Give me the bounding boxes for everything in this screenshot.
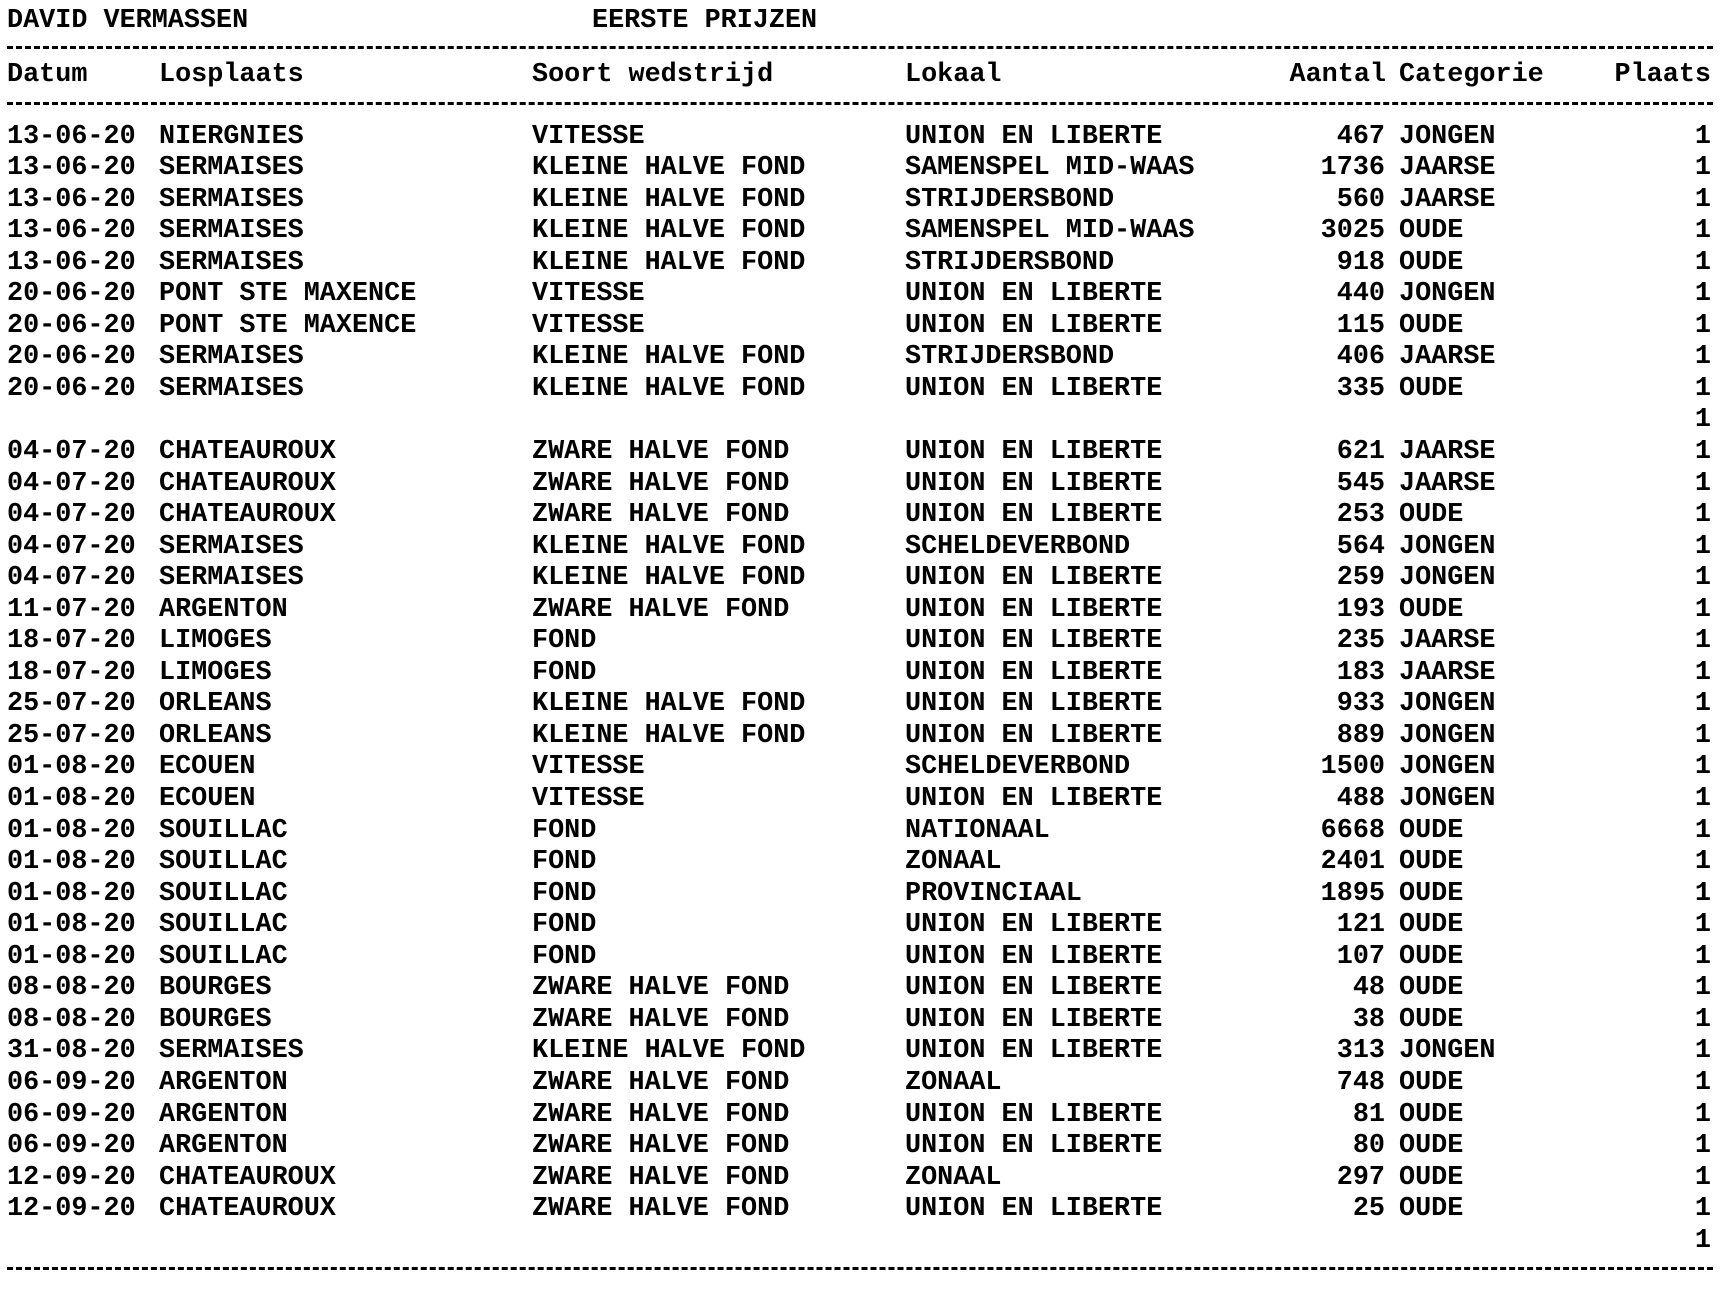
cell-aantal: 1500: [1320, 752, 1385, 783]
table-row: [7, 784, 1713, 816]
cell-lokaal: SAMENSPEL MID-WAAS: [905, 153, 1195, 184]
cell-categorie: OUDE: [1399, 973, 1464, 1004]
cell-plaats: 1: [1694, 941, 1711, 972]
cell-soort: KLEINE HALVE FOND: [532, 689, 806, 720]
cell-soort: FOND: [532, 847, 597, 878]
cell-aantal: 2401: [1320, 847, 1385, 878]
header-lokaal: Lokaal: [905, 60, 1002, 90]
table-row: [7, 1068, 1713, 1100]
cell-lokaal: UNION EN LIBERTE: [905, 468, 1163, 499]
cell-lokaal: ZONAAL: [905, 847, 1002, 878]
cell-categorie: JAARSE: [1399, 153, 1496, 184]
cell-soort: VITESSE: [532, 752, 645, 783]
cell-plaats: 1: [1694, 594, 1711, 625]
cell-lokaal: UNION EN LIBERTE: [905, 1194, 1163, 1225]
cell-lokaal: UNION EN LIBERTE: [905, 121, 1163, 152]
cell-categorie: OUDE: [1399, 500, 1464, 531]
cell-soort: ZWARE HALVE FOND: [532, 594, 790, 625]
cell-plaats: 1: [1694, 1162, 1711, 1193]
cell-datum: 20-06-20: [7, 373, 136, 404]
cell-lokaal: ZONAAL: [905, 1162, 1002, 1193]
cell-plaats: 1: [1694, 720, 1711, 751]
cell-soort: KLEINE HALVE FOND: [532, 216, 806, 247]
cell-losplaats: SERMAISES: [159, 184, 304, 215]
cell-aantal: 235: [1336, 626, 1385, 657]
cell-datum: 18-07-20: [7, 657, 136, 688]
table-row: [7, 216, 1713, 248]
table-row: [7, 1005, 1713, 1037]
cell-categorie: JAARSE: [1399, 468, 1496, 499]
header-categorie: Categorie: [1399, 60, 1544, 90]
table-row: [7, 879, 1713, 911]
cell-losplaats: SERMAISES: [159, 342, 304, 373]
cell-plaats: 1: [1694, 1067, 1711, 1098]
cell-datum: 25-07-20: [7, 689, 136, 720]
cell-lokaal: SAMENSPEL MID-WAAS: [905, 216, 1195, 247]
cell-losplaats: SOUILLAC: [159, 815, 288, 846]
cell-losplaats: ECOUEN: [159, 752, 256, 783]
table-row: [7, 816, 1713, 848]
cell-losplaats: ARGENTON: [159, 594, 288, 625]
cell-datum: 06-09-20: [7, 1067, 136, 1098]
cell-lokaal: UNION EN LIBERTE: [905, 941, 1163, 972]
table-row: [7, 626, 1713, 658]
cell-losplaats: ARGENTON: [159, 1099, 288, 1130]
cell-soort: ZWARE HALVE FOND: [532, 468, 790, 499]
cell-plaats: 1: [1694, 247, 1711, 278]
table-row: [7, 374, 1713, 406]
cell-categorie: OUDE: [1399, 1131, 1464, 1162]
cell-losplaats: ARGENTON: [159, 1067, 288, 1098]
cell-categorie: JONGEN: [1399, 1036, 1496, 1067]
cell-categorie: OUDE: [1399, 373, 1464, 404]
cell-aantal: 6668: [1320, 815, 1385, 846]
cell-losplaats: BOURGES: [159, 973, 272, 1004]
cell-datum: 12-09-20: [7, 1194, 136, 1225]
cell-categorie: JONGEN: [1399, 784, 1496, 815]
cell-plaats: 1: [1694, 626, 1711, 657]
cell-categorie: OUDE: [1399, 216, 1464, 247]
cell-aantal: 259: [1336, 563, 1385, 594]
cell-datum: 13-06-20: [7, 247, 136, 278]
cell-datum: 13-06-20: [7, 184, 136, 215]
cell-aantal: 48: [1352, 973, 1385, 1004]
results-table: [7, 122, 1713, 1258]
cell-soort: KLEINE HALVE FOND: [532, 563, 806, 594]
cell-plaats: 1: [1694, 657, 1711, 688]
table-row: [7, 658, 1713, 690]
cell-categorie: OUDE: [1399, 247, 1464, 278]
cell-lokaal: SCHELDEVERBOND: [905, 531, 1131, 562]
cell-categorie: OUDE: [1399, 1194, 1464, 1225]
cell-datum: 13-06-20: [7, 153, 136, 184]
cell-categorie: JAARSE: [1399, 626, 1496, 657]
cell-aantal: 107: [1336, 941, 1385, 972]
header-datum: Datum: [7, 60, 88, 90]
table-row: [7, 910, 1713, 942]
cell-plaats: 1: [1694, 1004, 1711, 1035]
cell-losplaats: SOUILLAC: [159, 878, 288, 909]
table-row: [7, 1131, 1713, 1163]
cell-soort: KLEINE HALVE FOND: [532, 184, 806, 215]
header-soort: Soort wedstrijd: [532, 60, 774, 90]
cell-lokaal: UNION EN LIBERTE: [905, 626, 1163, 657]
cell-losplaats: PONT STE MAXENCE: [159, 310, 417, 341]
cell-categorie: JONGEN: [1399, 563, 1496, 594]
cell-plaats: 1: [1694, 973, 1711, 1004]
cell-aantal: 335: [1336, 373, 1385, 404]
cell-categorie: JAARSE: [1399, 184, 1496, 215]
cell-aantal: 183: [1336, 657, 1385, 688]
cell-plaats: 1: [1694, 342, 1711, 373]
table-row: [7, 1100, 1713, 1132]
cell-aantal: 1895: [1320, 878, 1385, 909]
cell-plaats: 1: [1694, 279, 1711, 310]
cell-lokaal: PROVINCIAAL: [905, 878, 1082, 909]
cell-soort: FOND: [532, 815, 597, 846]
cell-plaats: 1: [1694, 784, 1711, 815]
cell-soort: KLEINE HALVE FOND: [532, 373, 806, 404]
cell-aantal: 545: [1336, 468, 1385, 499]
cell-losplaats: SERMAISES: [159, 247, 304, 278]
cell-soort: ZWARE HALVE FOND: [532, 1131, 790, 1162]
cell-losplaats: SERMAISES: [159, 373, 304, 404]
cell-aantal: 80: [1352, 1131, 1385, 1162]
cell-lokaal: UNION EN LIBERTE: [905, 784, 1163, 815]
table-row: [7, 500, 1713, 532]
cell-losplaats: CHATEAUROUX: [159, 468, 336, 499]
table-row: [7, 847, 1713, 879]
cell-categorie: OUDE: [1399, 878, 1464, 909]
cell-datum: 01-08-20: [7, 752, 136, 783]
cell-losplaats: NIERGNIES: [159, 121, 304, 152]
cell-datum: 01-08-20: [7, 847, 136, 878]
table-row: [7, 1036, 1713, 1068]
cell-soort: KLEINE HALVE FOND: [532, 247, 806, 278]
cell-soort: ZWARE HALVE FOND: [532, 973, 790, 1004]
cell-categorie: JAARSE: [1399, 657, 1496, 688]
cell-losplaats: ORLEANS: [159, 720, 272, 751]
cell-plaats: 1: [1694, 815, 1711, 846]
cell-aantal: 621: [1336, 437, 1385, 468]
cell-soort: KLEINE HALVE FOND: [532, 342, 806, 373]
cell-categorie: JAARSE: [1399, 342, 1496, 373]
cell-aantal: 81: [1352, 1099, 1385, 1130]
cell-datum: 31-08-20: [7, 1036, 136, 1067]
cell-lokaal: UNION EN LIBERTE: [905, 1036, 1163, 1067]
cell-datum: 12-09-20: [7, 1162, 136, 1193]
cell-plaats: 1: [1694, 1099, 1711, 1130]
cell-soort: VITESSE: [532, 279, 645, 310]
cell-lokaal: UNION EN LIBERTE: [905, 1004, 1163, 1035]
cell-soort: VITESSE: [532, 121, 645, 152]
table-row: [7, 153, 1713, 185]
cell-categorie: JONGEN: [1399, 720, 1496, 751]
cell-plaats: 1: [1694, 1225, 1711, 1256]
cell-categorie: OUDE: [1399, 815, 1464, 846]
cell-losplaats: ECOUEN: [159, 784, 256, 815]
cell-datum: 01-08-20: [7, 784, 136, 815]
cell-losplaats: SERMAISES: [159, 563, 304, 594]
cell-losplaats: CHATEAUROUX: [159, 1162, 336, 1193]
cell-lokaal: SCHELDEVERBOND: [905, 752, 1131, 783]
report-header: [7, 6, 1713, 36]
cell-plaats: 1: [1694, 910, 1711, 941]
table-row: [7, 752, 1713, 784]
table-row: [7, 342, 1713, 374]
cell-categorie: OUDE: [1399, 847, 1464, 878]
cell-losplaats: CHATEAUROUX: [159, 500, 336, 531]
cell-plaats: 1: [1694, 373, 1711, 404]
cell-datum: 04-07-20: [7, 500, 136, 531]
cell-plaats: 1: [1694, 216, 1711, 247]
cell-lokaal: UNION EN LIBERTE: [905, 720, 1163, 751]
cell-lokaal: UNION EN LIBERTE: [905, 689, 1163, 720]
cell-losplaats: BOURGES: [159, 1004, 272, 1035]
cell-plaats: 1: [1694, 437, 1711, 468]
cell-lokaal: UNION EN LIBERTE: [905, 910, 1163, 941]
cell-lokaal: UNION EN LIBERTE: [905, 310, 1163, 341]
cell-lokaal: UNION EN LIBERTE: [905, 500, 1163, 531]
cell-losplaats: SOUILLAC: [159, 847, 288, 878]
header-divider: [7, 92, 1713, 116]
cell-categorie: OUDE: [1399, 1099, 1464, 1130]
cell-categorie: JONGEN: [1399, 689, 1496, 720]
cell-plaats: 1: [1694, 1036, 1711, 1067]
cell-lokaal: UNION EN LIBERTE: [905, 594, 1163, 625]
table-row: [7, 122, 1713, 154]
cell-datum: 01-08-20: [7, 878, 136, 909]
cell-soort: ZWARE HALVE FOND: [532, 437, 790, 468]
table-row: [7, 437, 1713, 469]
cell-categorie: JONGEN: [1399, 279, 1496, 310]
cell-losplaats: LIMOGES: [159, 626, 272, 657]
cell-plaats: 1: [1694, 878, 1711, 909]
cell-soort: VITESSE: [532, 784, 645, 815]
cell-soort: ZWARE HALVE FOND: [532, 1004, 790, 1035]
cell-datum: 13-06-20: [7, 121, 136, 152]
cell-datum: 04-07-20: [7, 437, 136, 468]
cell-lokaal: UNION EN LIBERTE: [905, 1131, 1163, 1162]
table-row: [7, 1226, 1713, 1258]
column-header-row: [7, 60, 1713, 92]
cell-datum: 25-07-20: [7, 720, 136, 751]
cell-aantal: 440: [1336, 279, 1385, 310]
cell-categorie: OUDE: [1399, 1067, 1464, 1098]
cell-soort: ZWARE HALVE FOND: [532, 1099, 790, 1130]
cell-soort: FOND: [532, 626, 597, 657]
table-row: [7, 469, 1713, 501]
cell-lokaal: ZONAAL: [905, 1067, 1002, 1098]
table-row: [7, 563, 1713, 595]
cell-plaats: 1: [1694, 468, 1711, 499]
cell-lokaal: UNION EN LIBERTE: [905, 279, 1163, 310]
table-row: [7, 248, 1713, 280]
cell-aantal: 467: [1336, 121, 1385, 152]
cell-plaats: 1: [1694, 563, 1711, 594]
cell-aantal: 193: [1336, 594, 1385, 625]
cell-soort: KLEINE HALVE FOND: [532, 1036, 806, 1067]
cell-datum: 04-07-20: [7, 531, 136, 562]
cell-aantal: 297: [1336, 1162, 1385, 1193]
fancier-name: DAVID VERMASSEN: [7, 6, 249, 36]
cell-losplaats: ORLEANS: [159, 689, 272, 720]
cell-soort: KLEINE HALVE FOND: [532, 720, 806, 751]
cell-lokaal: STRIJDERSBOND: [905, 247, 1115, 278]
cell-datum: 20-06-20: [7, 342, 136, 373]
report-page: [7, 6, 1713, 1281]
cell-datum: 11-07-20: [7, 594, 136, 625]
cell-aantal: 115: [1336, 310, 1385, 341]
cell-datum: 08-08-20: [7, 973, 136, 1004]
cell-soort: ZWARE HALVE FOND: [532, 1162, 790, 1193]
cell-plaats: 1: [1694, 405, 1711, 436]
table-row: [7, 942, 1713, 974]
cell-losplaats: SERMAISES: [159, 153, 304, 184]
cell-categorie: OUDE: [1399, 1004, 1464, 1035]
cell-aantal: 38: [1352, 1004, 1385, 1035]
header-plaats: Plaats: [1614, 60, 1711, 90]
report-title: EERSTE PRIJZEN: [592, 6, 818, 36]
cell-aantal: 933: [1336, 689, 1385, 720]
cell-categorie: JONGEN: [1399, 752, 1496, 783]
cell-plaats: 1: [1694, 1131, 1711, 1162]
cell-plaats: 1: [1694, 689, 1711, 720]
cell-lokaal: STRIJDERSBOND: [905, 184, 1115, 215]
cell-losplaats: CHATEAUROUX: [159, 437, 336, 468]
cell-plaats: 1: [1694, 500, 1711, 531]
table-row: [7, 405, 1713, 437]
cell-categorie: OUDE: [1399, 310, 1464, 341]
cell-soort: FOND: [532, 878, 597, 909]
cell-soort: ZWARE HALVE FOND: [532, 1194, 790, 1225]
table-row: [7, 1163, 1713, 1195]
cell-plaats: 1: [1694, 531, 1711, 562]
table-row: [7, 595, 1713, 627]
cell-soort: ZWARE HALVE FOND: [532, 1067, 790, 1098]
cell-plaats: 1: [1694, 121, 1711, 152]
cell-lokaal: UNION EN LIBERTE: [905, 563, 1163, 594]
cell-datum: 08-08-20: [7, 1004, 136, 1035]
cell-categorie: JONGEN: [1399, 121, 1496, 152]
table-row: [7, 185, 1713, 217]
cell-categorie: OUDE: [1399, 941, 1464, 972]
cell-datum: 01-08-20: [7, 815, 136, 846]
cell-aantal: 253: [1336, 500, 1385, 531]
cell-datum: 04-07-20: [7, 563, 136, 594]
cell-lokaal: STRIJDERSBOND: [905, 342, 1115, 373]
cell-aantal: 1736: [1320, 153, 1385, 184]
cell-datum: 06-09-20: [7, 1131, 136, 1162]
cell-lokaal: NATIONAAL: [905, 815, 1050, 846]
cell-categorie: JAARSE: [1399, 437, 1496, 468]
cell-lokaal: UNION EN LIBERTE: [905, 657, 1163, 688]
cell-losplaats: SERMAISES: [159, 1036, 304, 1067]
cell-plaats: 1: [1694, 184, 1711, 215]
cell-datum: 06-09-20: [7, 1099, 136, 1130]
cell-soort: FOND: [532, 657, 597, 688]
table-row: [7, 532, 1713, 564]
cell-lokaal: UNION EN LIBERTE: [905, 373, 1163, 404]
cell-datum: 20-06-20: [7, 279, 136, 310]
cell-categorie: OUDE: [1399, 594, 1464, 625]
cell-losplaats: LIMOGES: [159, 657, 272, 688]
table-row: [7, 311, 1713, 343]
cell-plaats: 1: [1694, 1194, 1711, 1225]
cell-plaats: 1: [1694, 847, 1711, 878]
cell-datum: 18-07-20: [7, 626, 136, 657]
cell-losplaats: CHATEAUROUX: [159, 1194, 336, 1225]
cell-soort: FOND: [532, 910, 597, 941]
cell-plaats: 1: [1694, 153, 1711, 184]
cell-aantal: 564: [1336, 531, 1385, 562]
table-row: [7, 721, 1713, 753]
cell-aantal: 889: [1336, 720, 1385, 751]
table-row: [7, 689, 1713, 721]
cell-aantal: 3025: [1320, 216, 1385, 247]
cell-datum: 13-06-20: [7, 216, 136, 247]
cell-losplaats: PONT STE MAXENCE: [159, 279, 417, 310]
cell-aantal: 560: [1336, 184, 1385, 215]
cell-plaats: 1: [1694, 310, 1711, 341]
cell-losplaats: ARGENTON: [159, 1131, 288, 1162]
cell-lokaal: UNION EN LIBERTE: [905, 1099, 1163, 1130]
cell-losplaats: SERMAISES: [159, 531, 304, 562]
cell-aantal: 918: [1336, 247, 1385, 278]
cell-aantal: 121: [1336, 910, 1385, 941]
cell-losplaats: SOUILLAC: [159, 910, 288, 941]
cell-plaats: 1: [1694, 752, 1711, 783]
bottom-divider: [7, 1257, 1713, 1281]
cell-aantal: 748: [1336, 1067, 1385, 1098]
header-aantal: Aantal: [1289, 60, 1386, 90]
cell-datum: 04-07-20: [7, 468, 136, 499]
cell-aantal: 406: [1336, 342, 1385, 373]
cell-soort: ZWARE HALVE FOND: [532, 500, 790, 531]
cell-datum: 01-08-20: [7, 941, 136, 972]
cell-categorie: OUDE: [1399, 910, 1464, 941]
cell-soort: VITESSE: [532, 310, 645, 341]
cell-aantal: 25: [1352, 1194, 1385, 1225]
cell-categorie: OUDE: [1399, 1162, 1464, 1193]
cell-losplaats: SOUILLAC: [159, 941, 288, 972]
cell-aantal: 313: [1336, 1036, 1385, 1067]
cell-datum: 20-06-20: [7, 310, 136, 341]
table-row: [7, 279, 1713, 311]
cell-soort: KLEINE HALVE FOND: [532, 531, 806, 562]
cell-soort: FOND: [532, 941, 597, 972]
cell-categorie: JONGEN: [1399, 531, 1496, 562]
cell-lokaal: UNION EN LIBERTE: [905, 437, 1163, 468]
cell-soort: KLEINE HALVE FOND: [532, 153, 806, 184]
cell-datum: 01-08-20: [7, 910, 136, 941]
table-row: [7, 973, 1713, 1005]
cell-aantal: 488: [1336, 784, 1385, 815]
top-divider: [7, 36, 1713, 60]
table-row: [7, 1194, 1713, 1226]
cell-losplaats: SERMAISES: [159, 216, 304, 247]
header-losplaats: Losplaats: [159, 60, 304, 90]
cell-lokaal: UNION EN LIBERTE: [905, 973, 1163, 1004]
